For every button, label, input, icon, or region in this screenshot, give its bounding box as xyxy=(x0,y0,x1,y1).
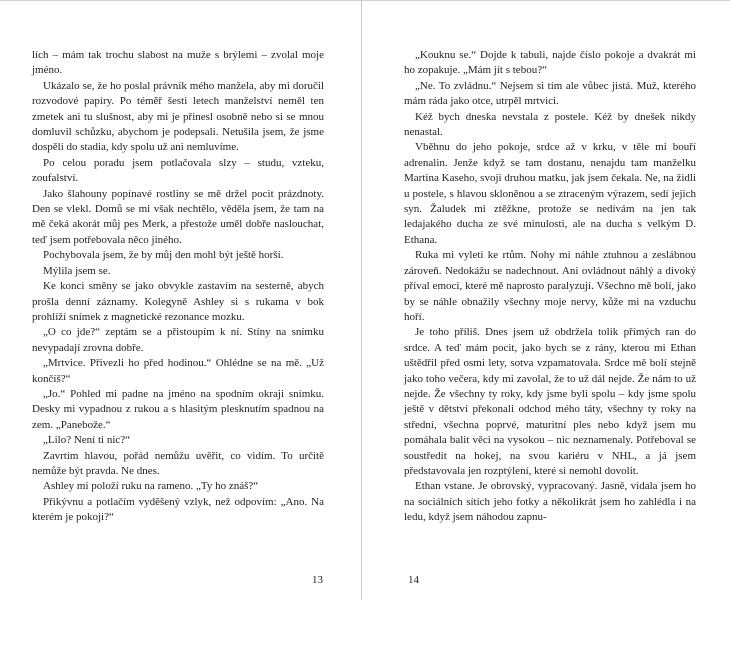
paragraph: Po celou poradu jsem potlačovala slzy – studu, vzteku, zoufalství. xyxy=(32,156,324,185)
paragraph: lích – mám tak trochu slabost na muže s brýlemi – zvolal moje jméno. xyxy=(32,49,324,77)
paragraph: Kéž bych dneska nevstala z postele. Kéž by dnešek nikdy nenastal. xyxy=(404,110,696,139)
paragraph: „Mrtvice. Přivezli ho před hodinou.“ Ohlédne se na mě. „Už končíš?“ xyxy=(32,357,324,385)
paragraph: Vběhnu do jeho pokoje, srdce až v krku, v těle mi bouří adrenalin. Jenže když se tam dostanu, nenajdu tam manželku Martina Kaseho, svoji druhou matku, jak jsem čekala. Ne, na židli u postele, s hlavou skloněnou a se ztraceným výrazem, sedí jejich syn. Žaludek mi ztěžkne, protože se nedívám na jen tak ledajakého ducha ze své minulosti, ale na ducha s velkým D. Ethana. xyxy=(404,141,696,246)
paragraph: Je toho příliš. Dnes jsem už obdržela tolik přímých ran do srdce. A teď mám pocit, jako bych se z rány, kterou mi Ethan uštědřil před osmi lety, sotva vzpamatovala. Srdce mě bolí stejně jako toho večera, kdy mi zavolal, že to už dál nejde. Že nám to už nejde. Že všechny ty roky, kdy jsme byli spolu – kdy jsme spolu ještě v dětství překonali odchod mého táty, všechny ty roky na střední, všechna poprvé, maturitní ples nebo když jsem mu pomáhala balit věci na vysokou – nic neznamenaly. Potřeboval se soustředit na hokej, na svou kariéru v NHL, a já jsem představovala jen rozptýlení, které si nemohl dovolit. xyxy=(404,326,696,477)
paragraph: Ethan vstane. Je obrovský, vypracovaný. Jasně, vídala jsem ho na sociálních sítích jeho fotky a několikrát jsem ho zahlédla i na ledu, když jsem náhodou zapnu- xyxy=(404,480,696,524)
page-number: 14 xyxy=(408,574,419,586)
page-number: 13 xyxy=(312,574,323,586)
paragraph: „Kouknu se.“ Dojde k tabuli, najde číslo pokoje a dvakrát mi ho zopakuje. „Mám jít s tebou?“ xyxy=(404,49,696,77)
paragraph: „Jo.“ Pohled mi padne na jméno na spodním okraji snímku. Desky mi vypadnou z rukou a s hlasitým plesknutím spadnou na zem. „Panebože.“ xyxy=(32,387,324,431)
paragraph: Jako šlahouny popínavé rostliny se mě držel pocit prázdnoty. Den se vlekl. Domů se mi však nechtělo, věděla jsem, že tam na mě čeká akorát můj pes Merk, a přestože uměl dobře naslouchat, teď jsem potřebovala něco jiného. xyxy=(32,187,324,246)
paragraph: Ruka mi vyletí ke rtům. Nohy mi náhle ztuhnou a zeslábnou zároveň. Nedokážu se nadechnout. Ani ovládnout náhlý a divoký příval emocí, které mě naprosto paralyzují. Všechno mě bolí, jako by se náhle obnažily všechny moje nervy, kůže mi na vzduchu hoří. xyxy=(404,249,696,323)
paragraph: Ashley mi položí ruku na rameno. „Ty ho znáš?“ xyxy=(43,480,259,493)
paragraph: Mýlila jsem se. xyxy=(43,264,111,277)
paragraph: „Lilo? Není ti nic?“ xyxy=(43,434,131,447)
paragraph: Pochybovala jsem, že by můj den mohl být ještě horší. xyxy=(43,249,284,262)
paragraph: Ukázalo se, že ho poslal právník mého manžela, aby mi doručil rozvodové papíry. Po téměř šesti letech manželství neměl ten zmetek ani tu slušnost, aby mi je přinesl osobně nebo si se mnou domluvil schůzku, abychom je podepsali. Netušila jsem, že jsme dospěli do stadia, kdy spolu už ani nemluvíme. xyxy=(32,79,324,154)
right-page xyxy=(404,48,696,526)
paragraph: „Ne. To zvládnu.“ Nejsem si tím ale vůbec jistá. Muž, kterého mám ráda jako otce, utrpěl mrtvici. xyxy=(404,79,696,108)
paragraph: Zavrtím hlavou, pořád nemůžu uvěřit, co vidím. To určitě nemůže být pravda. Ne dnes. xyxy=(32,449,324,477)
book-gutter xyxy=(361,0,362,600)
left-page xyxy=(32,48,324,526)
paragraph: Přikývnu a potlačím vyděšený vzlyk, než odpovím: „Ano. Na kterém je pokoji?“ xyxy=(32,495,324,524)
top-border xyxy=(0,0,730,1)
paragraph: Ke konci směny se jako obvykle zastavím na sesterně, abych prošla denní záznamy. Kolegyně Ashley si s rukama v bok prohlíží snímek z magnetické rezonance mozku. xyxy=(32,280,324,323)
paragraph: „O co jde?“ zeptám se a přistoupím k ní. Stíny na snímku nevypadají zrovna dobře. xyxy=(32,326,324,354)
